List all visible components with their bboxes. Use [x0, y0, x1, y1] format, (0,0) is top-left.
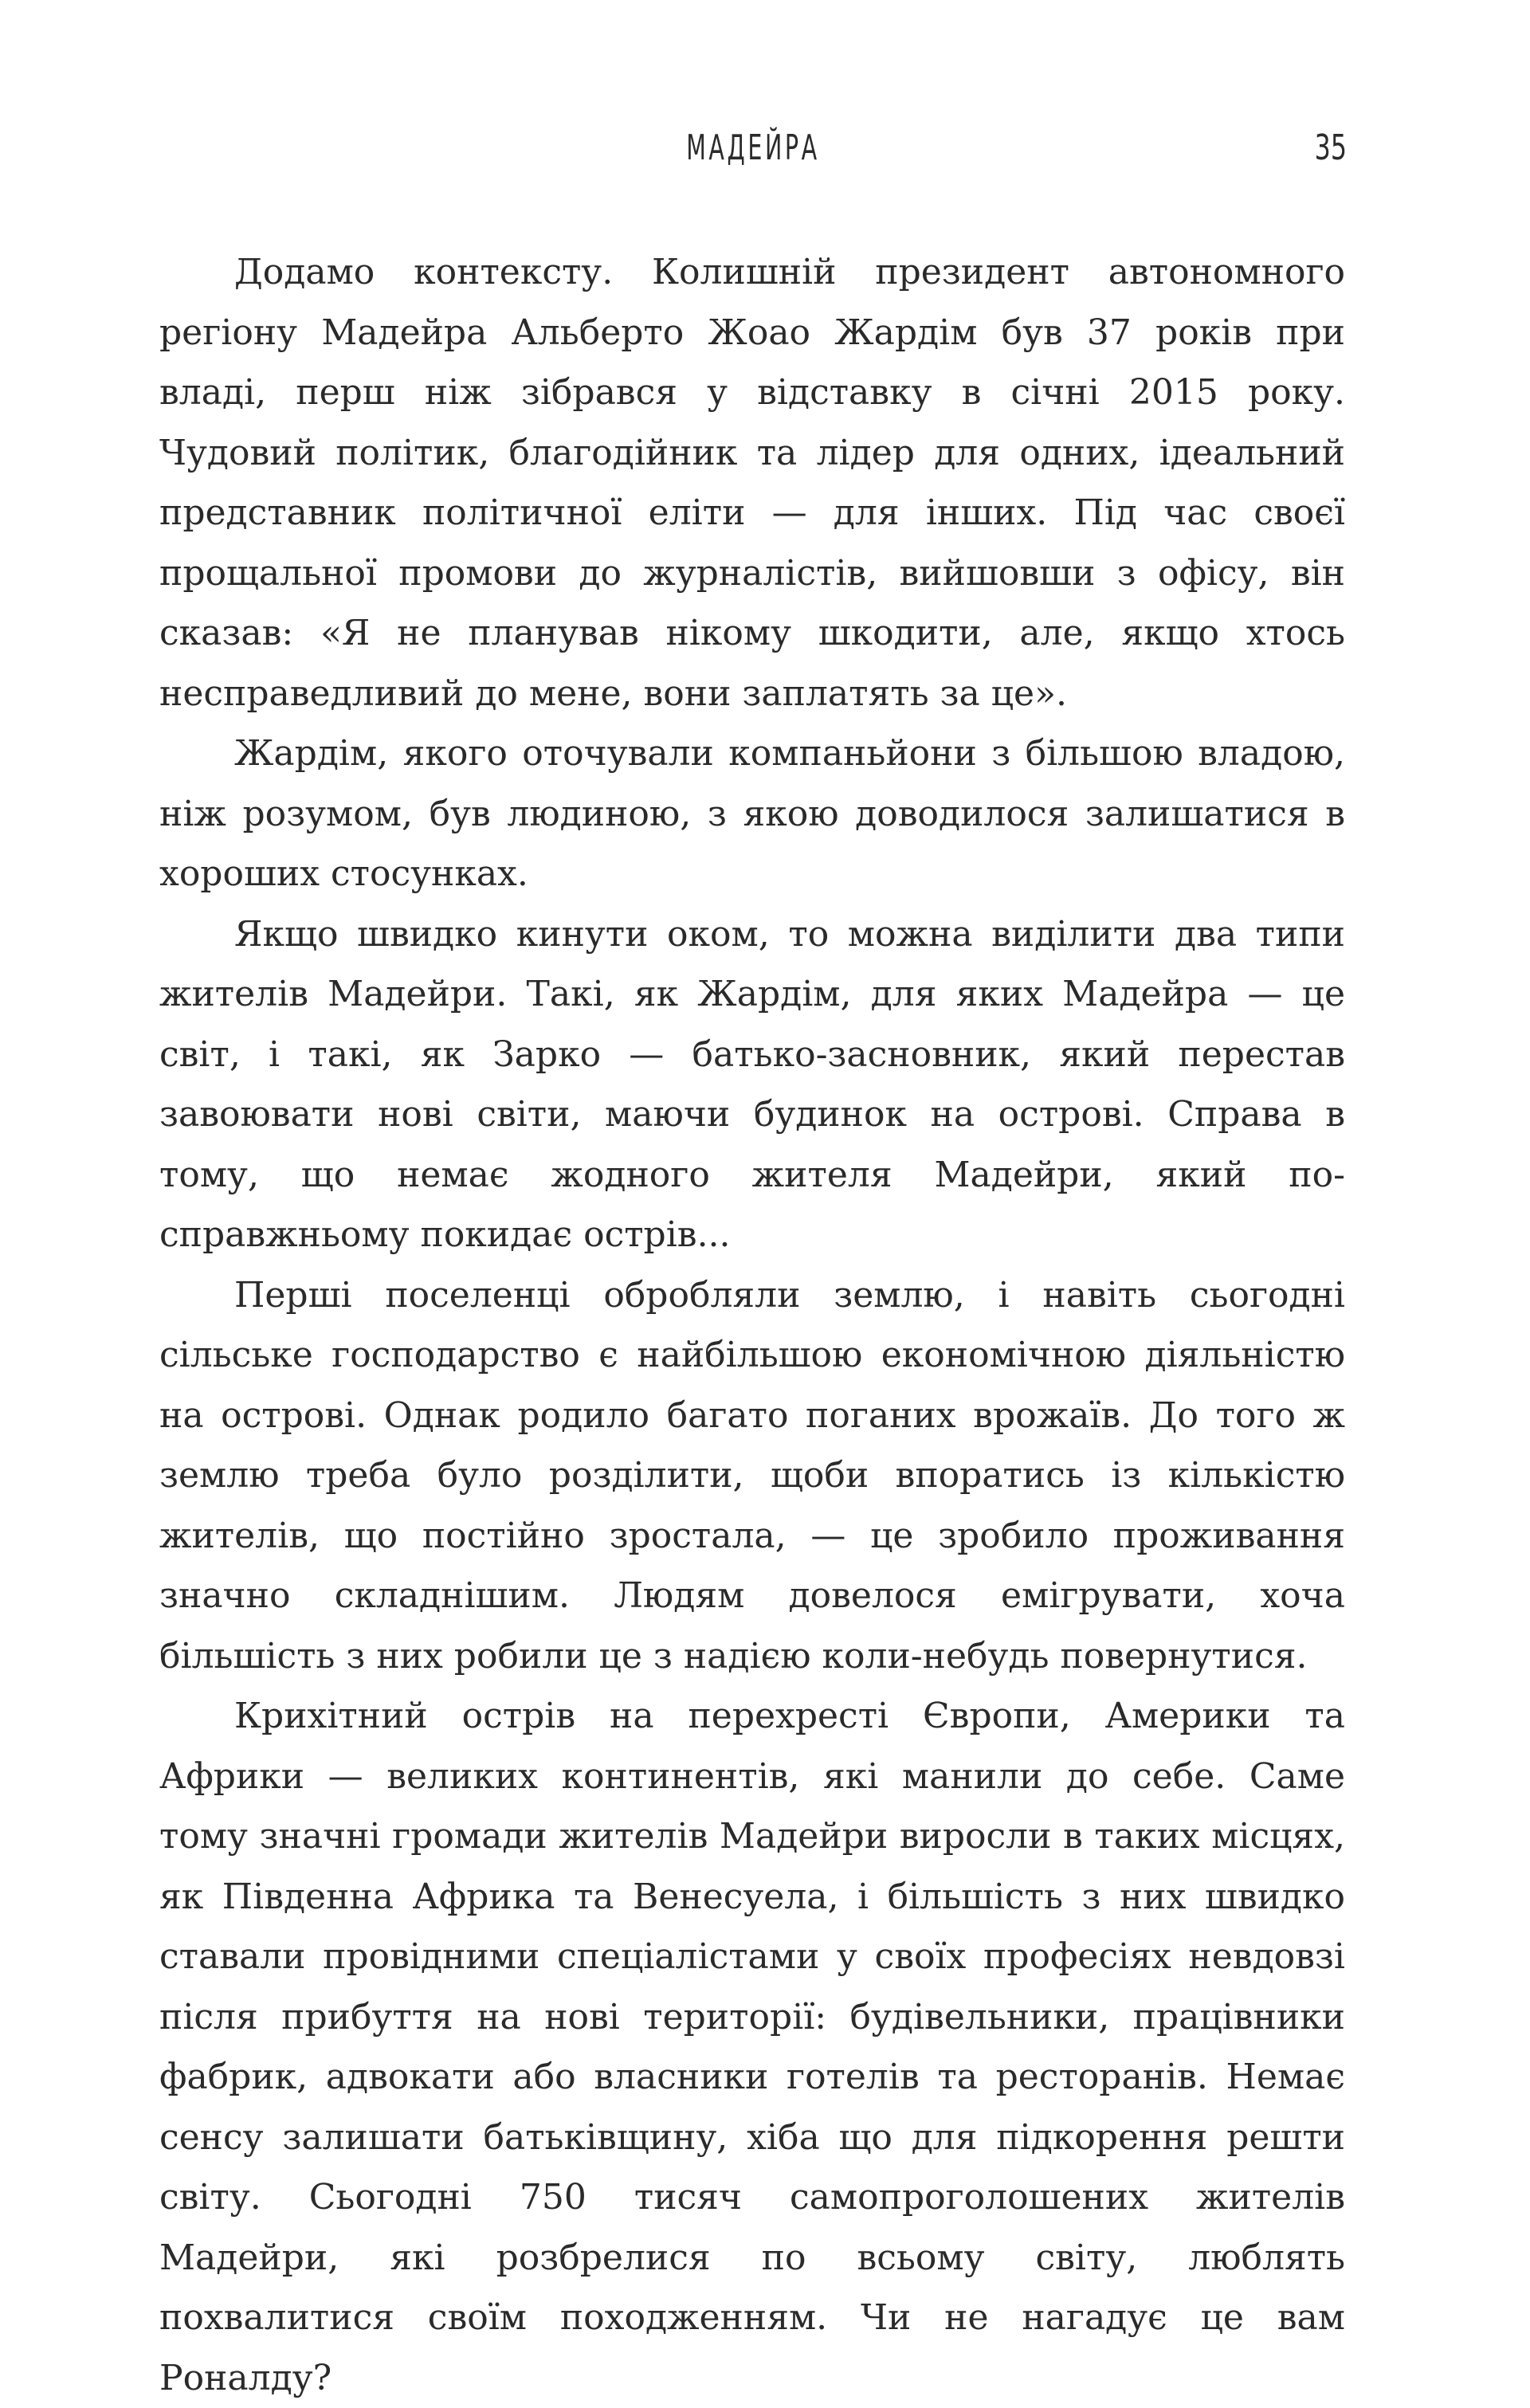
body-text	[159, 242, 1345, 2408]
paragraph: Жардім, якого оточували компаньйони з більшою владою, ніж розумом, був людиною, з якою доводилося залишатися в хороших стосунках.	[159, 733, 1345, 894]
paragraph: Якщо швидко кинути оком, то можна виділити два типи жителів Мадейри. Такі, як Жардім, для яких Мадейра — це світ, і такі, як Зарко — батько-засновник, який перестав завоювати нові світи, маючи будинок на острові. Справа в тому, що немає жодного жителя Мадейри, який по-справжньому покидає острів...	[159, 913, 1345, 1255]
paragraph: Додамо контексту. Колишній президент автономного регіону Мадейра Альберто Жоао Жардім був 37 років при владі, перш ніж зібрався у відставку в січні 2015 року. Чудовий політик, благодійник та лідер для одних, ідеальний представник політичної еліти — для інших. Під час своєї прощальної промови до журналістів, вийшовши з офісу, він сказав: «Я не планував нікому шкодити, але, якщо хтось несправедливий до мене, вони заплатять за це».	[159, 252, 1345, 714]
paragraph: Перші поселенці обробляли землю, і навіть сьогодні сільське господарство є найбільшою економічною діяльністю на острові. Однак родило багато поганих врожаїв. До того ж землю треба було розділити, щоби впоратись із кількістю жителів, що постійно зростала, — це зробило проживання значно складнішим. Людям довелося емігрувати, хоча більшість з них робили це з надією коли-небудь повернутися.	[159, 1274, 1345, 1677]
chapter-title: МАДЕЙРА	[686, 127, 820, 168]
running-head	[159, 127, 1347, 175]
page-number: 35	[1314, 127, 1347, 168]
paragraph: Крихітний острів на перехресті Європи, Америки та Африки — великих континентів, які манили до себе. Саме тому значні громади жителів Мадейри виросли в таких місцях, як Південна Африка та Венесуела, і більшість з них швидко ставали провідними спеціалістами у своїх професіях невдовзі після прибуття на нові території: будівельники, працівники фабрик, адвокати або власники готелів та ресторанів. Немає сенсу залишати батьківщину, хіба що для підкорення решти світу. Сьогодні 750 тисяч самопроголошених жителів Мадейри, які розбрелися по всьому світу, люблять похвалитися своїм походженням. Чи не нагадує це вам Роналду?	[159, 1696, 1345, 2398]
